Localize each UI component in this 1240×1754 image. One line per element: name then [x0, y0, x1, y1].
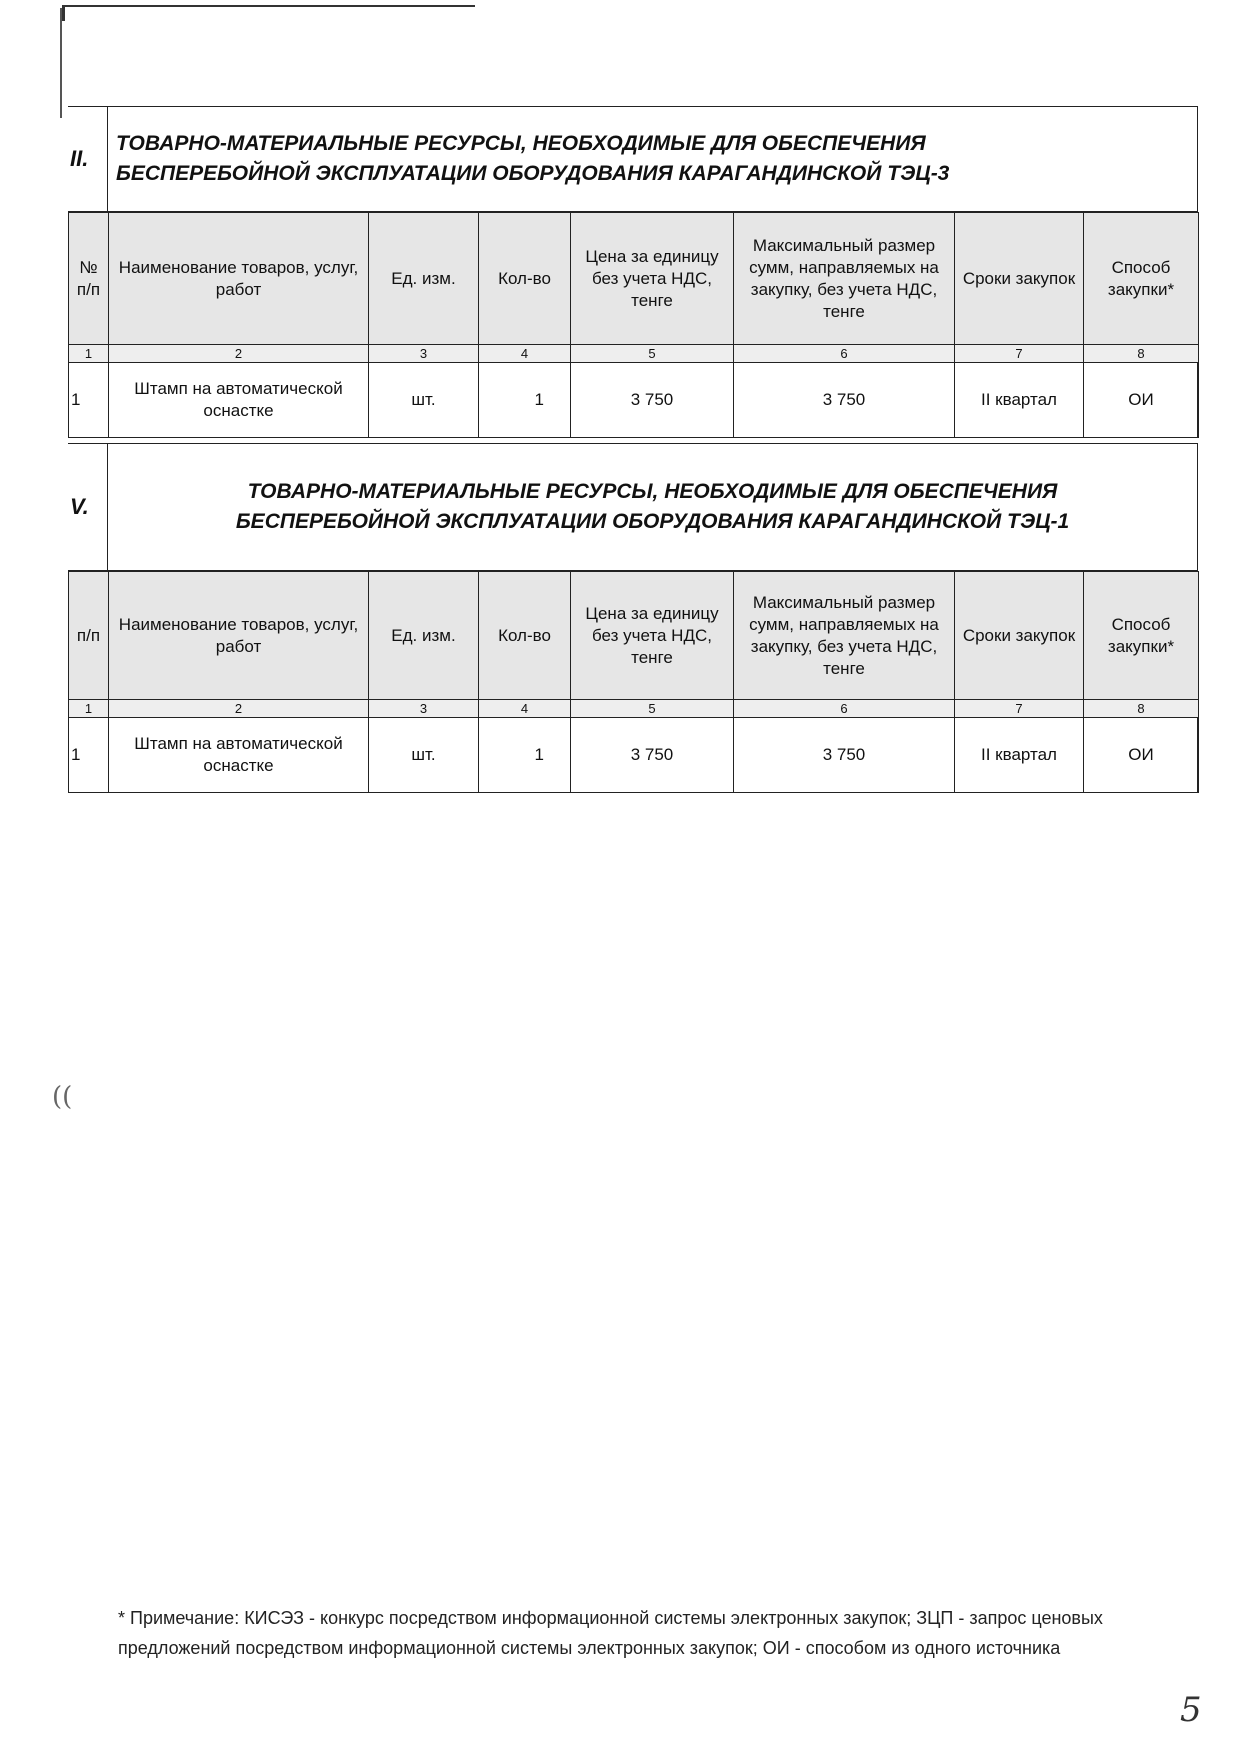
header-name: Наименование товаров, услуг, работ — [109, 213, 369, 345]
section-header — [68, 444, 1197, 571]
col-number: 6 — [734, 700, 955, 718]
section-tec1 — [68, 443, 1198, 793]
col-number: 5 — [571, 700, 734, 718]
col-number: 7 — [955, 700, 1084, 718]
col-number: 3 — [369, 700, 479, 718]
header-qty: Кол-во — [479, 213, 571, 345]
section-title — [108, 107, 1197, 211]
cell-no: 1 — [69, 718, 109, 793]
table-row — [69, 363, 1199, 438]
section-title-line-2: БЕСПЕРЕБОЙНОЙ ЭКСПЛУАТАЦИИ ОБОРУДОВАНИЯ КАРАГАНДИНСКОЙ ТЭЦ-1 — [235, 510, 1070, 533]
header-unit: Ед. изм. — [369, 572, 479, 700]
cell-unit: шт. — [369, 363, 479, 438]
column-number-row — [69, 345, 1199, 363]
handwritten-page-number: 5 — [1180, 1690, 1202, 1730]
cell-qty: 1 — [479, 718, 571, 793]
cell-unit: шт. — [369, 718, 479, 793]
section-title-line-2: БЕСПЕРЕБОЙНОЙ ЭКСПЛУАТАЦИИ ОБОРУДОВАНИЯ КАРАГАНДИНСКОЙ ТЭЦ-3 — [116, 162, 950, 185]
procurement-table — [68, 212, 1199, 438]
header-unit: Ед. изм. — [369, 213, 479, 345]
header-price: Цена за единицу без учета НДС, тенге — [571, 572, 734, 700]
header-term: Сроки закупок — [955, 213, 1084, 345]
header-price: Цена за единицу без учета НДС, тенге — [571, 213, 734, 345]
section-title-line-1: ТОВАРНО-МАТЕРИАЛЬНЫЕ РЕСУРСЫ, НЕОБХОДИМЫЕ ДЛЯ ОБЕСПЕЧЕНИЯ — [247, 480, 1058, 503]
col-number: 1 — [69, 700, 109, 718]
cell-max-sum: 3 750 — [734, 718, 955, 793]
col-number: 6 — [734, 345, 955, 363]
cell-price: 3 750 — [571, 718, 734, 793]
section-title — [108, 444, 1197, 570]
col-number: 7 — [955, 345, 1084, 363]
cell-no: 1 — [69, 363, 109, 438]
footnote: * Примечание: КИСЭЗ - конкурс посредством информационной системы электронных закупок; ЗЦП - запрос ценовых предложений посредством информационной системы электронных закупок; ОИ - способом из одного источника — [118, 1608, 1103, 1658]
table-header-row — [69, 213, 1199, 345]
col-number: 4 — [479, 700, 571, 718]
scan-edge-mark — [60, 8, 62, 118]
col-number: 1 — [69, 345, 109, 363]
col-number: 8 — [1084, 345, 1199, 363]
table-header-row — [69, 572, 1199, 700]
cell-qty: 1 — [479, 363, 571, 438]
cell-method: ОИ — [1084, 718, 1199, 793]
cell-term: II квартал — [955, 718, 1084, 793]
header-qty: Кол-во — [479, 572, 571, 700]
col-number: 4 — [479, 345, 571, 363]
section-number: II. — [68, 107, 108, 211]
margin-handwritten-mark: (( — [52, 1082, 73, 1112]
section-tec3 — [68, 106, 1198, 438]
section-header — [68, 107, 1197, 212]
section-title-line-1: ТОВАРНО-МАТЕРИАЛЬНЫЕ РЕСУРСЫ, НЕОБХОДИМЫЕ ДЛЯ ОБЕСПЕЧЕНИЯ — [116, 132, 926, 155]
col-number: 8 — [1084, 700, 1199, 718]
scan-corner-mark — [62, 5, 475, 21]
cell-method: ОИ — [1084, 363, 1199, 438]
header-method: Способ закупки* — [1084, 572, 1199, 700]
cell-name: Штамп на автоматической оснастке — [109, 363, 369, 438]
cell-price: 3 750 — [571, 363, 734, 438]
cell-max-sum: 3 750 — [734, 363, 955, 438]
header-no: п/п — [69, 572, 109, 700]
section-number: V. — [68, 444, 108, 570]
header-term: Сроки закупок — [955, 572, 1084, 700]
cell-term: II квартал — [955, 363, 1084, 438]
header-max-sum: Максимальный размер сумм, направляемых на закупку, без учета НДС, тенге — [734, 213, 955, 345]
header-max-sum: Максимальный размер сумм, направляемых на закупку, без учета НДС, тенге — [734, 572, 955, 700]
col-number: 3 — [369, 345, 479, 363]
header-name: Наименование товаров, услуг, работ — [109, 572, 369, 700]
table-row — [69, 718, 1199, 793]
procurement-table — [68, 571, 1199, 793]
col-number: 2 — [109, 700, 369, 718]
cell-name: Штамп на автоматической оснастке — [109, 718, 369, 793]
header-method: Способ закупки* — [1084, 213, 1199, 345]
col-number: 2 — [109, 345, 369, 363]
col-number: 5 — [571, 345, 734, 363]
column-number-row — [69, 700, 1199, 718]
header-no: № п/п — [69, 213, 109, 345]
